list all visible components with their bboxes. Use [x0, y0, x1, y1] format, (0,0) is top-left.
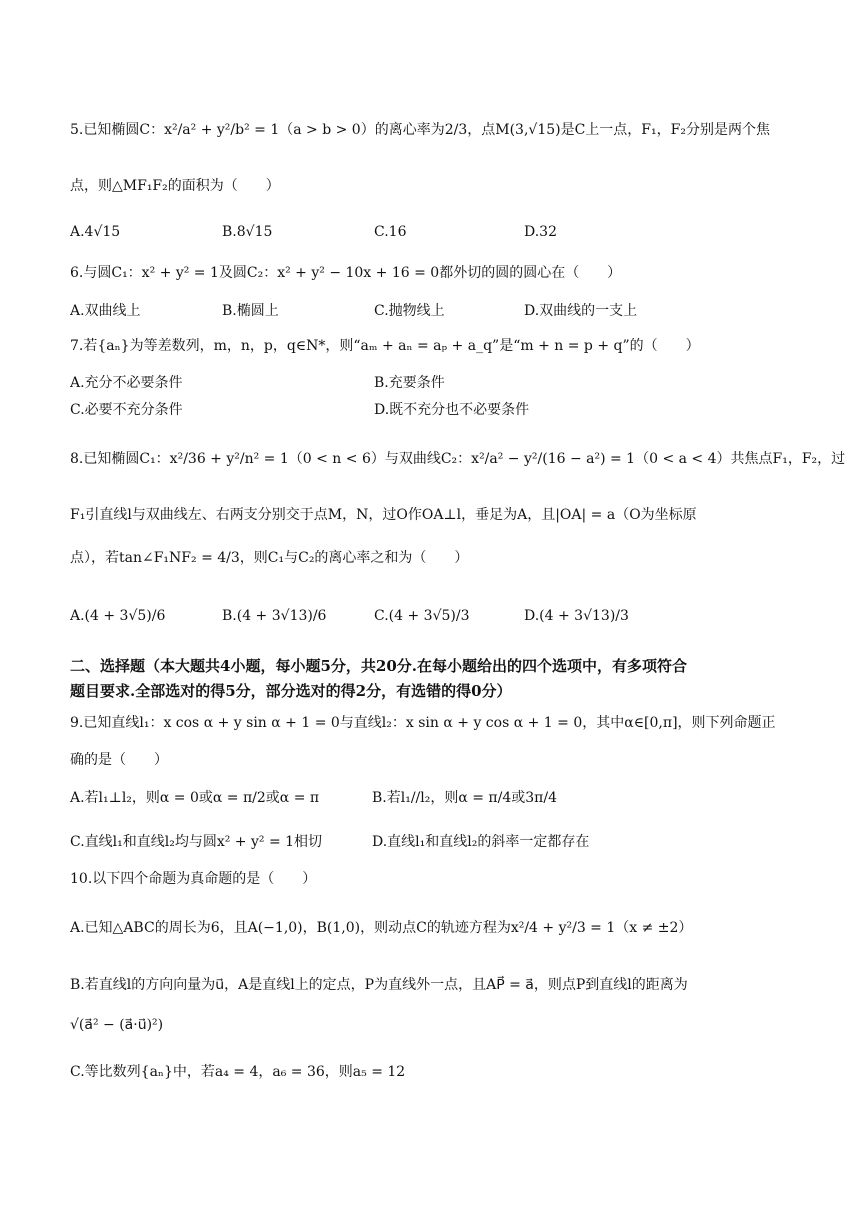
- q9-option-d: D.直线l₁和直线l₂的斜率一定都存在: [372, 834, 590, 850]
- q6-option-c: C.抛物线上: [374, 303, 445, 319]
- q8-line1: 8.已知椭圆C₁：x²/36 + y²/n² = 1（0 < n < 6）与双曲线C₂：x²/a² − y²/(16 − a²) = 1（0 < a < 4）共焦点F₁，F₂，过: [70, 451, 846, 467]
- q10-option-a: A.已知△ABC的周长为6，且A(−1,0)，B(1,0)，则动点C的轨迹方程为x²/4 + y²/3 = 1（x ≠ ±2）: [70, 920, 693, 936]
- q9-line2: 确的是（ ）: [70, 752, 168, 768]
- q5-option-b: B.8√15: [222, 224, 273, 240]
- q10-option-b-line1: B.若直线l的方向向量为u⃗，A是直线l上的定点，P为直线外一点，且AP⃗ = a⃗，则点P到直线l的距离为: [70, 977, 688, 993]
- section2-heading-line2: 题目要求.全部选对的得5分，部分选对的得2分，有选错的得0分）: [70, 682, 512, 700]
- q8-option-a: A.(4 + 3√5)/6: [70, 608, 166, 624]
- q10-line1: 10.以下四个命题为真命题的是（ ）: [70, 871, 317, 887]
- q5-option-a: A.4√15: [70, 224, 121, 240]
- q8-line3: 点），若tan∠F₁NF₂ = 4/3，则C₁与C₂的离心率之和为（ ）: [70, 550, 469, 566]
- q8-option-c: C.(4 + 3√5)/3: [374, 608, 470, 624]
- q10-option-b-line2: √(a⃗² − (a⃗·u⃗)²): [70, 1017, 164, 1033]
- q7-line1: 7.若{aₙ}为等差数列，m，n，p，q∈N*，则“aₘ + aₙ = aₚ + a_q”是“m + n = p + q”的（ ）: [70, 338, 700, 354]
- q7-option-b: B.充要条件: [374, 375, 445, 391]
- q9-option-a: A.若l₁⊥l₂，则α = 0或α = π/2或α = π: [70, 790, 320, 806]
- q9-line1: 9.已知直线l₁：x cos α + y sin α + 1 = 0与直线l₂：x sin α + y cos α + 1 = 0，其中α∈[0,π]，则下列命题正: [70, 715, 776, 731]
- q6-option-b: B.椭圆上: [222, 303, 279, 319]
- q9-option-b: B.若l₁//l₂，则α = π/4或3π/4: [372, 790, 557, 806]
- q5-line2: 点，则△MF₁F₂的面积为（ ）: [70, 178, 280, 194]
- q7-option-c: C.必要不充分条件: [70, 402, 183, 418]
- q6-line1: 6.与圆C₁：x² + y² = 1及圆C₂：x² + y² − 10x + 16 = 0都外切的圆的圆心在（ ）: [70, 265, 622, 281]
- q8-option-d: D.(4 + 3√13)/3: [524, 608, 629, 624]
- section2-heading-line1: 二、选择题（本大题共4小题，每小题5分，共20分.在每小题给出的四个选项中，有多项符合: [70, 657, 687, 675]
- q8-option-b: B.(4 + 3√13)/6: [222, 608, 327, 624]
- q9-option-c: C.直线l₁和直线l₂均与圆x² + y² = 1相切: [70, 834, 323, 850]
- q5-option-d: D.32: [524, 224, 557, 240]
- q7-option-d: D.既不充分也不必要条件: [374, 402, 530, 418]
- q10-option-c: C.等比数列{aₙ}中，若a₄ = 4，a₆ = 36，则a₅ = 12: [70, 1064, 406, 1080]
- q5-option-c: C.16: [374, 224, 407, 240]
- q5-line1: 5.已知椭圆C：x²/a² + y²/b² = 1（a > b > 0）的离心率为2/3，点M(3,√15)是C上一点，F₁，F₂分别是两个焦: [70, 122, 770, 138]
- q6-option-a: A.双曲线上: [70, 303, 141, 319]
- q8-line2: F₁引直线l与双曲线左、右两支分别交于点M，N，过O作OA⊥l，垂足为A，且|OA| = a（O为坐标原: [70, 507, 697, 523]
- q6-option-d: D.双曲线的一支上: [524, 303, 638, 319]
- q7-option-a: A.充分不必要条件: [70, 375, 183, 391]
